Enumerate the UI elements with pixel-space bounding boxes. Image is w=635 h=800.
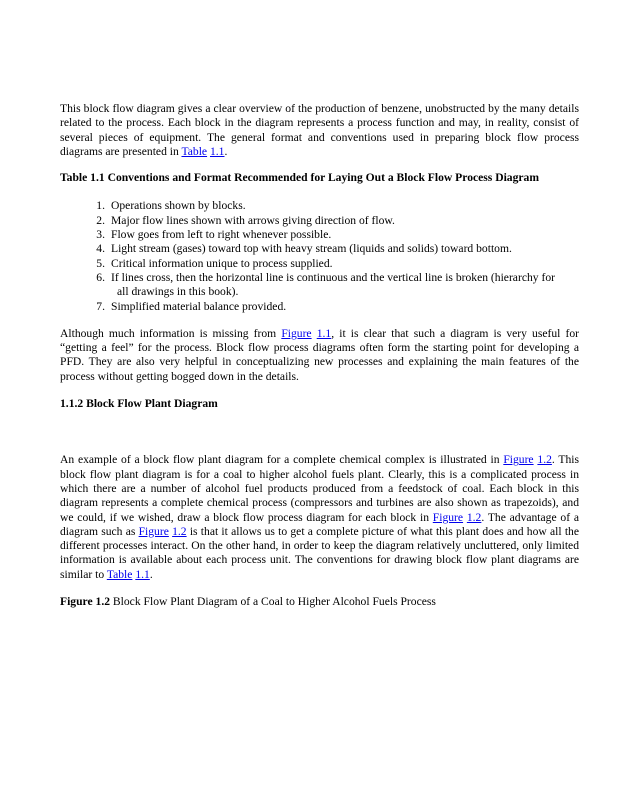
figure-1-1-link-word[interactable]: Figure	[281, 326, 312, 340]
figure-1-1-link-num[interactable]: 1.1	[316, 326, 332, 340]
body-paragraph-2	[60, 327, 579, 384]
figure-caption-text: Block Flow Plant Diagram of a Coal to Higher Alcohol Fuels Process	[110, 595, 436, 609]
figure-caption-label: Figure 1.2	[60, 595, 111, 609]
list-item-number: 2.	[96, 213, 105, 227]
para3-text-2: . This block flow plant diagram is for a coal to higher alcohol fuels plant. Clearly, this is a complicated process in which there are a number of alcohol fuel products produced from a feedstock of coal. Each block in this diagram represents a complete chemical process (compressors and turbines are also shown as trapezoids), and we could, if we wished, draw a block flow process diagram for each block in	[60, 453, 580, 524]
table-1-1-link-num[interactable]: 1.1	[209, 144, 225, 158]
list-item-number: 4.	[96, 242, 105, 256]
list-item-text: Operations shown by blocks.	[111, 199, 246, 213]
figure-1-2-link-num[interactable]: 1.2	[172, 524, 187, 538]
list-item-text: Flow goes from left to right whenever possible.	[111, 228, 332, 242]
list-item-number: 1.	[96, 199, 105, 213]
list-item	[60, 257, 579, 271]
para2-text-1: Although much information is missing from	[60, 326, 282, 340]
para3-text-1: An example of a block flow plant diagram for a complete chemical complex is illustrated in	[60, 453, 504, 467]
figure-1-2-link-word[interactable]: Figure	[138, 524, 169, 538]
figure-1-2-link-num[interactable]: 1.2	[537, 453, 552, 467]
table-title: Table 1.1 Conventions and Format Recommended for Laying Out a Block Flow Process Diagram	[60, 171, 539, 185]
para3-text-3: . The advantage of a diagram such as	[60, 510, 579, 538]
body-paragraph-3	[60, 453, 579, 582]
figure-1-2-link-num[interactable]: 1.2	[466, 510, 482, 524]
para3-text-4: is that it allows us to get a complete picture of what this plant does and how all the different processes interact. On the other hand, in order to keep the diagram relatively uncluttered, only limited information is available about each process unit. The conventions for drawing block flow plant diagrams are similar to	[60, 524, 579, 581]
list-item-text: Light stream (gases) toward top with heavy stream (liquids and solids) toward bottom.	[111, 242, 512, 256]
list-item	[60, 228, 579, 242]
para2-text-2: , it is clear that such a diagram is very useful for “getting a feel” for the process. Block flow process diagrams often form the starting point for developing a PFD. They are also very helpful in conceptualizing new processes and explaining the main features of the process without getting bogged down in the details.	[60, 326, 579, 383]
table-1-1-link-num[interactable]: 1.1	[135, 567, 150, 581]
figure-caption	[60, 595, 579, 609]
conventions-list	[60, 199, 579, 313]
list-item	[60, 199, 579, 213]
figure-1-2-link-word[interactable]: Figure	[503, 453, 534, 467]
intro-paragraph	[60, 102, 579, 159]
document-page	[60, 102, 579, 609]
list-item-text: Simplified material balance provided.	[111, 299, 287, 313]
figure-1-2-link-word[interactable]: Figure	[432, 510, 464, 524]
list-item-text-wrap	[105, 271, 575, 300]
list-item	[60, 242, 579, 256]
list-item	[60, 300, 579, 314]
list-item-text: Critical information unique to process supplied.	[111, 256, 333, 270]
list-item-number: 5.	[96, 256, 105, 270]
table-1-1-link-word[interactable]: Table	[181, 144, 208, 158]
para3-text-end: .	[149, 567, 153, 581]
list-item	[60, 271, 579, 300]
list-item-text: If lines cross, then the horizontal line is continuous and the vertical line is broken (hierarchy for	[111, 270, 555, 284]
section-heading: 1.1.2 Block Flow Plant Diagram	[60, 397, 218, 411]
list-item	[60, 214, 579, 228]
list-item-number: 6.	[96, 270, 105, 284]
intro-text: This block flow diagram gives a clear overview of the production of benzene, unobstructed by the many details related to the process. Each block in the diagram represents a process function and may, in reality, consist of several pieces of equipment. The general format and conventions used in preparing block flow process diagrams are presented in	[60, 102, 579, 158]
list-item-number: 3.	[96, 228, 105, 242]
intro-text-end: .	[224, 144, 228, 158]
list-item-text-continued: all drawings in this book).	[117, 285, 239, 299]
list-item-number: 7.	[96, 299, 105, 313]
list-item-text: Major flow lines shown with arrows giving direction of flow.	[111, 213, 395, 227]
table-1-1-link-word[interactable]: Table	[106, 567, 133, 581]
